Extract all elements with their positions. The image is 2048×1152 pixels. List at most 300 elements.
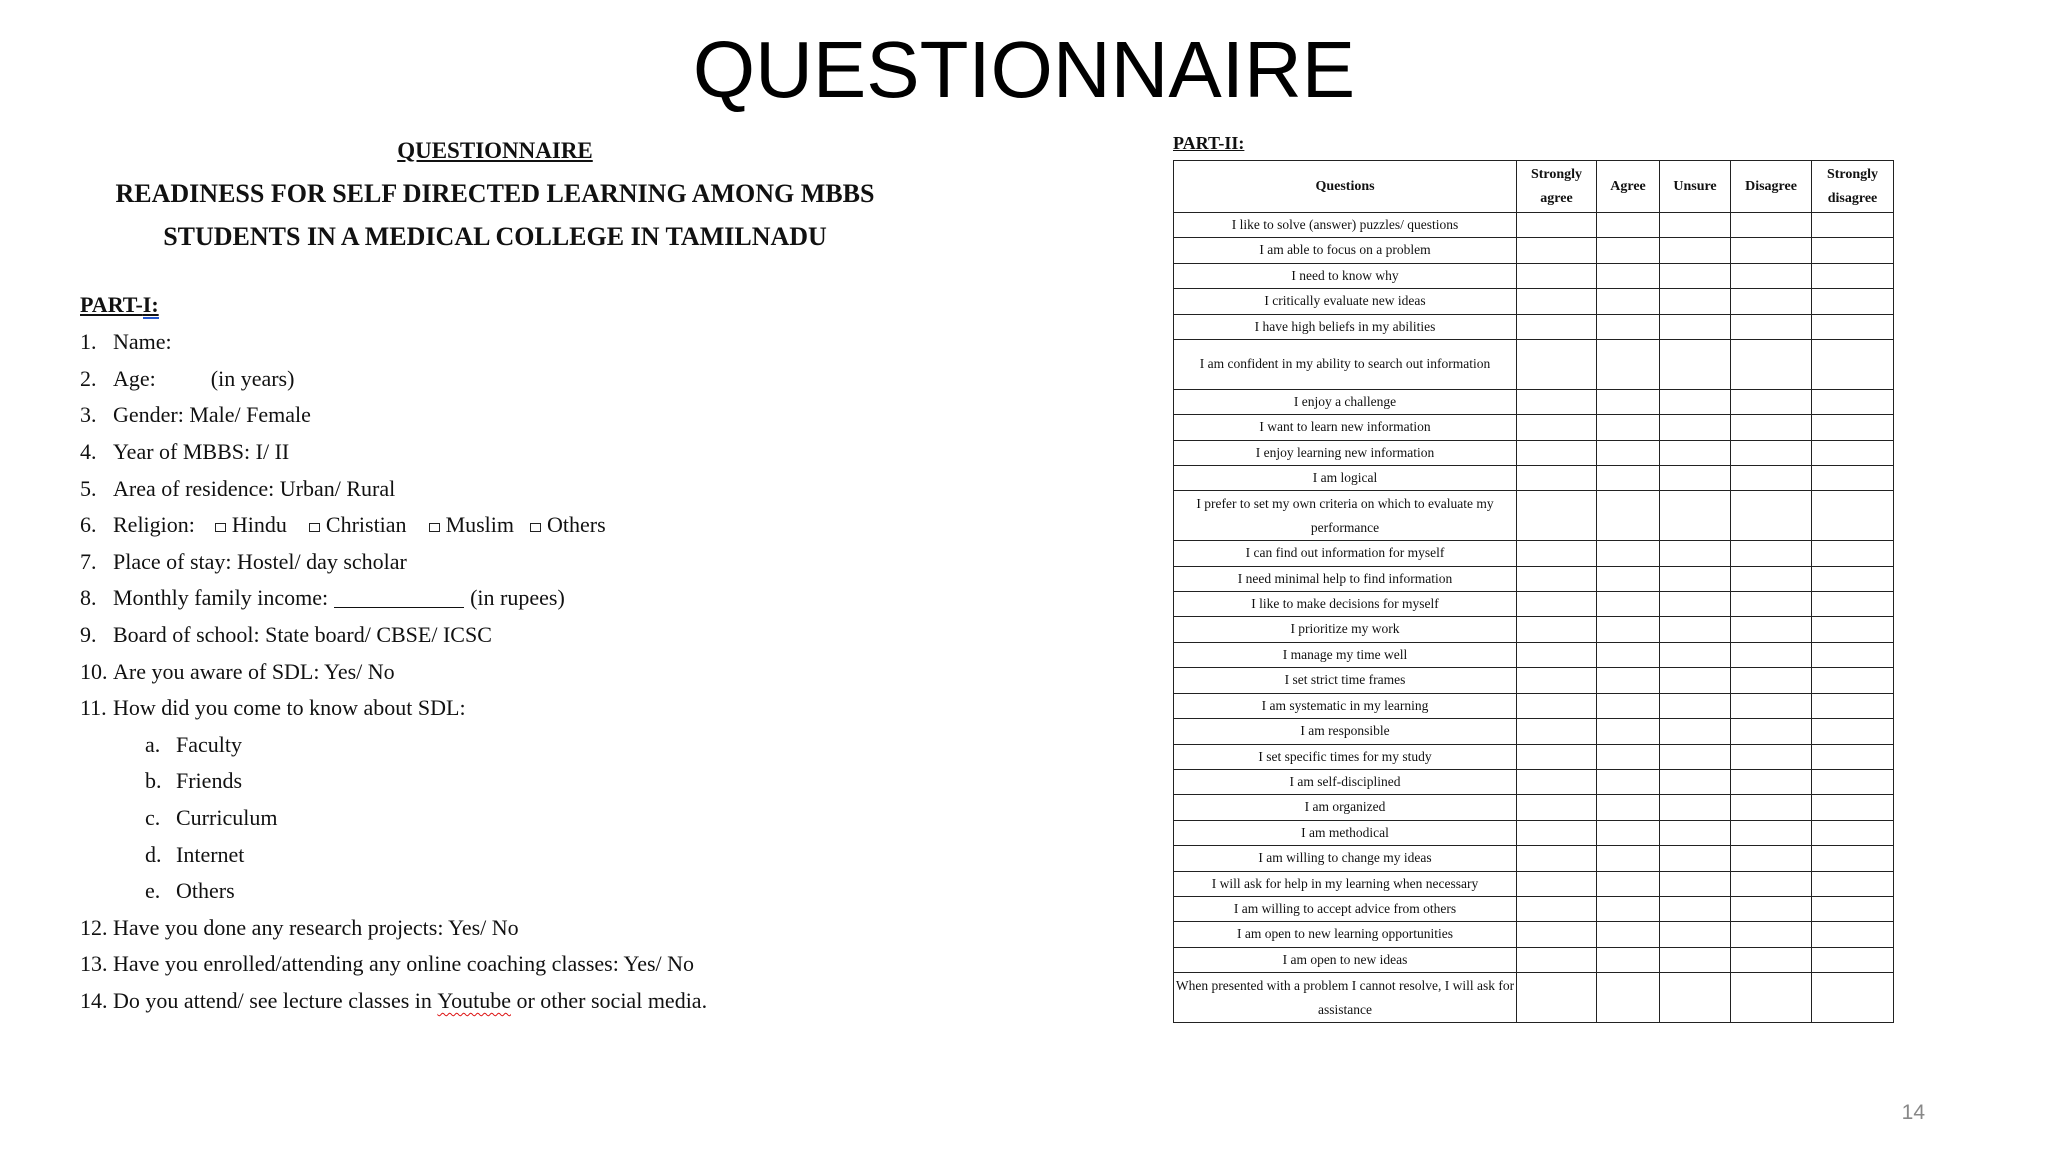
question-cell: I need minimal help to find information: [1174, 566, 1517, 591]
response-cell-strongly-agree[interactable]: [1517, 314, 1597, 339]
question-cell: I set strict time frames: [1174, 668, 1517, 693]
table-row: [1174, 541, 1894, 566]
response-cell-unsure[interactable]: [1660, 415, 1731, 440]
response-cell-disagree[interactable]: [1731, 440, 1812, 465]
question-cell: I am organized: [1174, 795, 1517, 820]
table-row: [1174, 871, 1894, 896]
table-row: [1174, 719, 1894, 744]
response-cell-strongly-agree[interactable]: [1517, 846, 1597, 871]
response-cell-unsure[interactable]: [1660, 744, 1731, 769]
table-row: [1174, 617, 1894, 642]
question-cell: I prefer to set my own criteria on which to evaluate my performance: [1174, 491, 1517, 541]
response-cell-strongly-disagree[interactable]: [1812, 744, 1894, 769]
response-cell-agree[interactable]: [1597, 238, 1660, 263]
response-cell-strongly-agree[interactable]: [1517, 769, 1597, 794]
response-cell-unsure[interactable]: [1660, 289, 1731, 314]
response-cell-strongly-agree[interactable]: [1517, 466, 1597, 491]
question-text: Area of residence: Urban/ Rural: [113, 475, 396, 501]
response-cell-disagree[interactable]: [1731, 947, 1812, 972]
response-cell-strongly-disagree[interactable]: [1812, 415, 1894, 440]
response-cell-unsure[interactable]: [1660, 947, 1731, 972]
question-cell: I have high beliefs in my abilities: [1174, 314, 1517, 339]
response-cell-unsure[interactable]: [1660, 668, 1731, 693]
response-cell-disagree[interactable]: [1731, 213, 1812, 238]
response-cell-agree[interactable]: [1597, 566, 1660, 591]
response-cell-disagree[interactable]: [1731, 719, 1812, 744]
question-item: [80, 397, 1100, 434]
table-row: [1174, 238, 1894, 263]
sub-option-letter: b.: [145, 768, 162, 794]
part1-label: [80, 292, 1100, 318]
response-cell-strongly-agree[interactable]: [1517, 744, 1597, 769]
response-cell-unsure[interactable]: [1660, 896, 1731, 921]
response-cell-strongly-disagree[interactable]: [1812, 642, 1894, 667]
question-number: 2.: [80, 365, 97, 391]
question-number: 7.: [80, 548, 97, 574]
sub-option-item: [80, 836, 1100, 873]
question-cell: I critically evaluate new ideas: [1174, 289, 1517, 314]
response-cell-agree[interactable]: [1597, 340, 1660, 390]
table-row: [1174, 896, 1894, 921]
question-cell: I enjoy a challenge: [1174, 389, 1517, 414]
response-cell-unsure[interactable]: [1660, 314, 1731, 339]
question-text: How did you come to know about SDL:: [113, 695, 466, 721]
response-cell-unsure[interactable]: [1660, 617, 1731, 642]
question-item: [80, 507, 1100, 544]
response-cell-agree[interactable]: [1597, 820, 1660, 845]
response-cell-unsure[interactable]: [1660, 389, 1731, 414]
header-line: disagree: [1827, 190, 1878, 206]
response-cell-disagree[interactable]: [1731, 846, 1812, 871]
response-cell-unsure[interactable]: [1660, 642, 1731, 667]
response-cell-agree[interactable]: [1597, 389, 1660, 414]
response-cell-strongly-agree[interactable]: [1517, 289, 1597, 314]
response-cell-disagree[interactable]: [1731, 466, 1812, 491]
response-cell-strongly-agree[interactable]: [1517, 415, 1597, 440]
response-cell-strongly-disagree[interactable]: [1812, 668, 1894, 693]
question-item: [80, 324, 1100, 361]
part1-label-prefix: PART-: [80, 292, 143, 317]
option-label: Christian: [325, 512, 407, 538]
question-text: Gender: Male/ Female: [113, 402, 311, 428]
table-row: [1174, 289, 1894, 314]
checkbox-icon: [215, 523, 226, 532]
question-item: [80, 617, 1100, 654]
response-cell-agree[interactable]: [1597, 541, 1660, 566]
question-cell: I am self-disciplined: [1174, 769, 1517, 794]
response-cell-unsure[interactable]: [1660, 263, 1731, 288]
part2-section: [1173, 133, 1894, 1023]
response-cell-agree[interactable]: [1597, 846, 1660, 871]
response-cell-disagree[interactable]: [1731, 642, 1812, 667]
response-cell-unsure[interactable]: [1660, 719, 1731, 744]
response-cell-unsure[interactable]: [1660, 213, 1731, 238]
table-row: [1174, 947, 1894, 972]
response-cell-strongly-disagree[interactable]: [1812, 541, 1894, 566]
response-cell-unsure[interactable]: [1660, 922, 1731, 947]
religion-option-hindu[interactable]: [215, 512, 287, 538]
question-number: 10.: [80, 658, 108, 684]
part2-label: PART-II:: [1173, 133, 1245, 153]
response-cell-strongly-agree[interactable]: [1517, 693, 1597, 718]
question-number: 14.: [80, 987, 108, 1013]
sub-option-letter: a.: [145, 731, 161, 757]
question-cell: I am open to new learning opportunities: [1174, 922, 1517, 947]
response-cell-disagree[interactable]: [1731, 973, 1812, 1023]
header-unsure: Unsure: [1660, 161, 1731, 213]
response-cell-agree[interactable]: [1597, 415, 1660, 440]
document-title: [80, 172, 910, 258]
question-text: Have you enrolled/attending any online coaching classes: Yes/ No: [113, 951, 695, 977]
response-cell-strongly-disagree[interactable]: [1812, 947, 1894, 972]
header-strongly-disagree: [1812, 161, 1894, 213]
question-number: 11.: [80, 695, 107, 721]
part1-section: [80, 138, 1100, 1019]
response-cell-agree[interactable]: [1597, 693, 1660, 718]
response-cell-unsure[interactable]: [1660, 795, 1731, 820]
response-cell-strongly-agree[interactable]: [1517, 973, 1597, 1023]
response-cell-agree[interactable]: [1597, 871, 1660, 896]
response-cell-strongly-disagree[interactable]: [1812, 213, 1894, 238]
response-cell-disagree[interactable]: [1731, 491, 1812, 541]
question-cell: I am open to new ideas: [1174, 947, 1517, 972]
spellcheck-word: Youtube: [437, 987, 511, 1013]
response-cell-unsure[interactable]: [1660, 769, 1731, 794]
header-questions: Questions: [1174, 161, 1517, 213]
response-cell-strongly-disagree[interactable]: [1812, 491, 1894, 541]
response-cell-agree[interactable]: [1597, 668, 1660, 693]
question-item: [80, 983, 1100, 1020]
question-text: Name:: [113, 329, 172, 355]
table-row: [1174, 846, 1894, 871]
income-blank-line[interactable]: [334, 589, 464, 608]
response-cell-strongly-disagree[interactable]: [1812, 922, 1894, 947]
question-cell: I prioritize my work: [1174, 617, 1517, 642]
question-text: Board of school: State board/ CBSE/ ICSC: [113, 622, 492, 648]
question-text: Have you done any research projects: Yes/ No: [113, 914, 519, 940]
response-cell-disagree[interactable]: [1731, 541, 1812, 566]
question-text: Year of MBBS: I/ II: [113, 439, 290, 465]
response-cell-disagree[interactable]: [1731, 566, 1812, 591]
table-row: [1174, 922, 1894, 947]
table-row: [1174, 566, 1894, 591]
response-cell-disagree[interactable]: [1731, 263, 1812, 288]
question-cell: I am willing to change my ideas: [1174, 846, 1517, 871]
response-cell-disagree[interactable]: [1731, 238, 1812, 263]
response-cell-disagree[interactable]: [1731, 744, 1812, 769]
response-cell-unsure[interactable]: [1660, 541, 1731, 566]
response-cell-strongly-agree[interactable]: [1517, 491, 1597, 541]
question-cell: I need to know why: [1174, 263, 1517, 288]
table-row: [1174, 668, 1894, 693]
response-cell-strongly-agree[interactable]: [1517, 871, 1597, 896]
response-cell-strongly-disagree[interactable]: [1812, 820, 1894, 845]
response-cell-agree[interactable]: [1597, 947, 1660, 972]
response-cell-agree[interactable]: [1597, 744, 1660, 769]
table-row: [1174, 973, 1894, 1023]
sub-option-letter: c.: [145, 805, 161, 831]
checkbox-icon: [530, 523, 541, 532]
response-cell-agree[interactable]: [1597, 213, 1660, 238]
religion-option-christian[interactable]: [309, 512, 407, 538]
title-line-2: STUDENTS IN A MEDICAL COLLEGE IN TAMILNADU: [163, 222, 827, 251]
sub-option-text: Faculty: [176, 731, 242, 757]
response-cell-disagree[interactable]: [1731, 389, 1812, 414]
question-number: 13.: [80, 951, 108, 977]
question-text: Age:: [113, 365, 156, 391]
table-row: [1174, 693, 1894, 718]
question-text: Place of stay: Hostel/ day scholar: [113, 548, 407, 574]
response-cell-strongly-disagree[interactable]: [1812, 973, 1894, 1023]
response-cell-unsure[interactable]: [1660, 846, 1731, 871]
question-text: Do you attend/ see lecture classes in: [113, 987, 438, 1013]
question-cell: I can find out information for myself: [1174, 541, 1517, 566]
slide-title: QUESTIONNAIRE: [692, 25, 1356, 114]
table-row: [1174, 491, 1894, 541]
sub-option-text: Internet: [176, 841, 245, 867]
response-cell-agree[interactable]: [1597, 719, 1660, 744]
response-cell-unsure[interactable]: [1660, 973, 1731, 1023]
response-cell-agree[interactable]: [1597, 642, 1660, 667]
option-label: Others: [547, 512, 606, 538]
table-row: [1174, 213, 1894, 238]
sub-option-text: Others: [176, 878, 235, 904]
question-item: [80, 470, 1100, 507]
response-cell-agree[interactable]: [1597, 314, 1660, 339]
response-cell-strongly-disagree[interactable]: [1812, 592, 1894, 617]
response-cell-agree[interactable]: [1597, 922, 1660, 947]
checkbox-icon: [429, 523, 440, 532]
response-cell-strongly-disagree[interactable]: [1812, 289, 1894, 314]
question-number: 9.: [80, 622, 97, 648]
response-cell-strongly-disagree[interactable]: [1812, 846, 1894, 871]
response-cell-agree[interactable]: [1597, 617, 1660, 642]
religion-option-muslim[interactable]: [429, 512, 514, 538]
question-item: [80, 910, 1100, 947]
response-cell-strongly-agree[interactable]: [1517, 719, 1597, 744]
response-cell-agree[interactable]: [1597, 289, 1660, 314]
response-cell-strongly-agree[interactable]: [1517, 668, 1597, 693]
table-row: [1174, 415, 1894, 440]
response-cell-strongly-agree[interactable]: [1517, 440, 1597, 465]
response-cell-strongly-agree[interactable]: [1517, 238, 1597, 263]
header-disagree: Disagree: [1731, 161, 1812, 213]
response-cell-agree[interactable]: [1597, 795, 1660, 820]
question-cell: I manage my time well: [1174, 642, 1517, 667]
question-item: [80, 580, 1100, 617]
sub-option-item: [80, 873, 1100, 910]
table-header-row: [1174, 161, 1894, 213]
response-cell-agree[interactable]: [1597, 973, 1660, 1023]
question-cell: I like to make decisions for myself: [1174, 592, 1517, 617]
response-cell-disagree[interactable]: [1731, 693, 1812, 718]
table-row: [1174, 744, 1894, 769]
response-cell-strongly-disagree[interactable]: [1812, 440, 1894, 465]
response-cell-disagree[interactable]: [1731, 289, 1812, 314]
response-cell-strongly-agree[interactable]: [1517, 389, 1597, 414]
question-item: [80, 653, 1100, 690]
response-cell-strongly-disagree[interactable]: [1812, 238, 1894, 263]
response-cell-strongly-agree[interactable]: [1517, 263, 1597, 288]
question-cell: I am able to focus on a problem: [1174, 238, 1517, 263]
response-cell-unsure[interactable]: [1660, 871, 1731, 896]
response-cell-strongly-disagree[interactable]: [1812, 896, 1894, 921]
question-suffix: (in rupees): [470, 585, 565, 611]
response-cell-strongly-agree[interactable]: [1517, 617, 1597, 642]
page-number: 14: [1901, 1101, 1925, 1124]
response-cell-disagree[interactable]: [1731, 314, 1812, 339]
table-row: [1174, 642, 1894, 667]
question-item: [80, 544, 1100, 581]
response-cell-strongly-disagree[interactable]: [1812, 617, 1894, 642]
header-strongly-agree: [1517, 161, 1597, 213]
response-cell-strongly-agree[interactable]: [1517, 213, 1597, 238]
response-cell-strongly-disagree[interactable]: [1812, 566, 1894, 591]
response-cell-disagree[interactable]: [1731, 820, 1812, 845]
question-suffix: (in years): [210, 365, 295, 391]
response-cell-strongly-agree[interactable]: [1517, 592, 1597, 617]
question-item: [80, 434, 1100, 471]
response-cell-strongly-agree[interactable]: [1517, 795, 1597, 820]
response-cell-disagree[interactable]: [1731, 592, 1812, 617]
sub-option-item: [80, 763, 1100, 800]
table-row: [1174, 466, 1894, 491]
response-cell-strongly-agree[interactable]: [1517, 541, 1597, 566]
response-cell-strongly-disagree[interactable]: [1812, 389, 1894, 414]
question-number: 4.: [80, 439, 97, 465]
response-cell-agree[interactable]: [1597, 263, 1660, 288]
sub-option-item: [80, 727, 1100, 764]
response-cell-strongly-disagree[interactable]: [1812, 693, 1894, 718]
question-cell: I enjoy learning new information: [1174, 440, 1517, 465]
response-cell-disagree[interactable]: [1731, 668, 1812, 693]
response-cell-strongly-disagree[interactable]: [1812, 340, 1894, 390]
option-label: Muslim: [445, 512, 515, 538]
part1-label-suffix: I:: [142, 292, 159, 317]
table-row: [1174, 592, 1894, 617]
header-line: Strongly: [1530, 166, 1583, 182]
response-cell-disagree[interactable]: [1731, 769, 1812, 794]
response-cell-unsure[interactable]: [1660, 566, 1731, 591]
likert-table: [1173, 160, 1894, 1023]
question-cell: I am methodical: [1174, 820, 1517, 845]
response-cell-strongly-disagree[interactable]: [1812, 314, 1894, 339]
response-cell-agree[interactable]: [1597, 491, 1660, 541]
response-cell-strongly-disagree[interactable]: [1812, 263, 1894, 288]
checkbox-icon: [309, 523, 320, 532]
response-cell-unsure[interactable]: [1660, 820, 1731, 845]
question-text: Are you aware of SDL: Yes/ No: [113, 658, 395, 684]
response-cell-disagree[interactable]: [1731, 795, 1812, 820]
header-agree: Agree: [1597, 161, 1660, 213]
title-line-1: READINESS FOR SELF DIRECTED LEARNING AMONG MBBS: [115, 179, 875, 208]
response-cell-disagree[interactable]: [1731, 922, 1812, 947]
question-cell: I am willing to accept advice from others: [1174, 896, 1517, 921]
response-cell-agree[interactable]: [1597, 466, 1660, 491]
sub-option-letter: d.: [145, 841, 162, 867]
response-cell-strongly-agree[interactable]: [1517, 642, 1597, 667]
question-cell: I am logical: [1174, 466, 1517, 491]
response-cell-strongly-agree[interactable]: [1517, 566, 1597, 591]
header-line: agree: [1540, 190, 1573, 206]
response-cell-strongly-disagree[interactable]: [1812, 466, 1894, 491]
question-cell: I am systematic in my learning: [1174, 693, 1517, 718]
question-item: [80, 361, 1100, 398]
option-label: Hindu: [231, 512, 287, 538]
table-row: [1174, 795, 1894, 820]
response-cell-strongly-disagree[interactable]: [1812, 719, 1894, 744]
question-item: [80, 690, 1100, 727]
response-cell-disagree[interactable]: [1731, 617, 1812, 642]
document-heading: QUESTIONNAIRE: [397, 138, 593, 163]
response-cell-unsure[interactable]: [1660, 592, 1731, 617]
question-cell: I want to learn new information: [1174, 415, 1517, 440]
response-cell-strongly-disagree[interactable]: [1812, 871, 1894, 896]
response-cell-agree[interactable]: [1597, 769, 1660, 794]
response-cell-unsure[interactable]: [1660, 440, 1731, 465]
response-cell-strongly-agree[interactable]: [1517, 820, 1597, 845]
response-cell-unsure[interactable]: [1660, 466, 1731, 491]
response-cell-disagree[interactable]: [1731, 415, 1812, 440]
header-line: Strongly: [1826, 166, 1879, 182]
table-row: [1174, 820, 1894, 845]
question-cell: I will ask for help in my learning when necessary: [1174, 871, 1517, 896]
response-cell-agree[interactable]: [1597, 896, 1660, 921]
question-number: 1.: [80, 329, 97, 355]
response-cell-unsure[interactable]: [1660, 491, 1731, 541]
response-cell-agree[interactable]: [1597, 592, 1660, 617]
table-row: [1174, 389, 1894, 414]
question-list: [80, 324, 1100, 1019]
table-body: [1174, 213, 1894, 1023]
question-number: 3.: [80, 402, 97, 428]
response-cell-strongly-disagree[interactable]: [1812, 769, 1894, 794]
response-cell-unsure[interactable]: [1660, 340, 1731, 390]
question-number: 12.: [80, 914, 108, 940]
response-cell-disagree[interactable]: [1731, 340, 1812, 390]
response-cell-strongly-agree[interactable]: [1517, 922, 1597, 947]
question-cell: I like to solve (answer) puzzles/ questions: [1174, 213, 1517, 238]
table-row: [1174, 769, 1894, 794]
response-cell-strongly-agree[interactable]: [1517, 947, 1597, 972]
question-text: Religion:: [113, 512, 195, 538]
sub-option-text: Curriculum: [176, 805, 278, 831]
response-cell-strongly-agree[interactable]: [1517, 340, 1597, 390]
question-cell: I am responsible: [1174, 719, 1517, 744]
table-row: [1174, 340, 1894, 390]
response-cell-unsure[interactable]: [1660, 693, 1731, 718]
question-text: Monthly family income:: [113, 585, 329, 611]
question-cell: When presented with a problem I cannot resolve, I will ask for assistance: [1174, 973, 1517, 1023]
question-number: 8.: [80, 585, 97, 611]
table-row: [1174, 314, 1894, 339]
question-number: 6.: [80, 512, 97, 538]
question-item: [80, 946, 1100, 983]
response-cell-agree[interactable]: [1597, 440, 1660, 465]
question-cell: I am confident in my ability to search out information: [1174, 340, 1517, 390]
response-cell-disagree[interactable]: [1731, 896, 1812, 921]
sub-option-text: Friends: [176, 768, 242, 794]
response-cell-strongly-disagree[interactable]: [1812, 795, 1894, 820]
question-number: 5.: [80, 475, 97, 501]
response-cell-strongly-agree[interactable]: [1517, 896, 1597, 921]
response-cell-unsure[interactable]: [1660, 238, 1731, 263]
response-cell-disagree[interactable]: [1731, 871, 1812, 896]
sub-option-item: [80, 800, 1100, 837]
sub-option-letter: e.: [145, 878, 161, 904]
question-cell: I set specific times for my study: [1174, 744, 1517, 769]
religion-option-others[interactable]: [530, 512, 606, 538]
